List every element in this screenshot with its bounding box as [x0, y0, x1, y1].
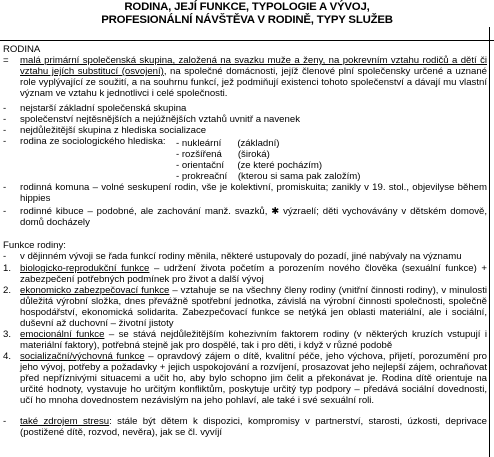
item-number: 2. [3, 285, 12, 296]
section-heading-rodina: RODINA [3, 44, 41, 55]
item-number: 3. [3, 329, 12, 340]
bullet-equals: = [3, 55, 9, 66]
function-desc: – vztahuje se na všechny členy rodiny (vnitřní činnosti rodiny), v minulosti důležitá výrobní složka, dnes převážně spotřební jednotka, závislá na výrobní činnosti společnosti, společně hospodářství, ekonomická solidarita. Zabezpečovací funkce se netýká jen oblasti materiální, ale i sociální, duševní až duchovní – životní jistoty [20, 285, 487, 329]
item-number: 4. [3, 351, 12, 362]
bullet: - [3, 136, 7, 147]
family-type-extended: - rozšířená (široká) [176, 149, 270, 160]
function-item-4 [3, 351, 487, 406]
bullet: - [3, 103, 7, 114]
list-item-text: nejstarší základní společenská skupina [20, 103, 187, 114]
bullet: - [3, 206, 7, 217]
function-item-1 [3, 263, 487, 285]
document-title [0, 0, 494, 26]
title-line-1: RODINA, JEJÍ FUNKCE, TYPOLOGIE A VÝVOJ, [124, 1, 370, 13]
list-item-commune [3, 182, 487, 204]
list-item-text: společenství nejtěsnějších a nejúžnějších vztahů uvnitř a navenek [20, 114, 300, 125]
function-name: emocionální funkce [20, 329, 105, 340]
function-desc: – se stává nejdůležitějším kohezivním faktorem rodiny (v některých kruzích vstupují i materiální faktory), potřebná stejně jak pro dospělé, tak i pro děti, i když v různé podobě [20, 329, 487, 351]
functions-intro-text: v dějinném vývoji se řada funkcí rodiny měnila, některé ustupovaly do pozadí, jiné nabývaly na významu [20, 251, 462, 262]
bullet: - [3, 182, 7, 193]
list-item-kibbutz [3, 206, 487, 228]
right-margin-line [489, 27, 490, 457]
list-item-text: rodina ze sociologického hlediska: [20, 136, 166, 147]
section-heading-funkce: Funkce rodiny: [3, 240, 66, 251]
stress-desc: : stále být dětem k dispozici, kompromisy v partnerství, starosti, úzkosti, deprivace (postižené dítě, rozvod, nevěra), jak se čl. vyvíjí [20, 416, 487, 438]
definition-rest: , na společné domácnosti, jejíž členové plní společensky určené a uznané role vyplývající ze soužití, a na souhrnu funkcí, jež podmiňují existenci tohoto společenství a dávají mu vlastní význam ve vztahu k jednotlivci i celé společnosti. [20, 66, 487, 99]
item-number: 1. [3, 263, 12, 274]
function-desc: – opravdový zájem o dítě, kvalitní péče, jeho výchova, přijetí, porozumění pro jeho vývoj, potřeby a požadavky + jejich uspokojování a rozvíjení, prosazovat jeho nejlepší zájem, ochraňovat před nepříznivými situacemi a učit ho, aby bylo schopno jim čelit a překonávat je. Rodina dítě orientuje na určité hodnoty, vystavuje ho určitým konfliktům, poskytuje určitý typ podpory – předává sociální dovednosti, učí ho mnoha dovednostem nezávislým na jeho pohlaví, ale také i své sexuální roli. [20, 351, 487, 406]
bullet: - [3, 125, 7, 136]
bullet: - [3, 251, 7, 262]
list-item [3, 114, 487, 125]
definition-text [20, 55, 487, 99]
definition-item [3, 55, 487, 100]
list-item-text: nejdůležitější skupina z hlediska socializace [20, 125, 207, 136]
function-item-3 [3, 329, 487, 351]
stress-item [3, 416, 487, 438]
stress-label: také zdrojem stresu [20, 416, 110, 427]
title-divider [0, 40, 494, 41]
list-item [3, 125, 487, 136]
bullet: - [3, 114, 7, 125]
function-item-2 [3, 285, 487, 329]
function-name: biologicko-reprodukční funkce [20, 263, 150, 274]
list-item-text: rodinná komuna – volné seskupení rodin, vše je kolektivní, promiskuita; zanikly v 19. stol., objevilyse během hippies [20, 182, 487, 204]
family-type-procreation: - prokreační (kterou si sama pak založím) [176, 171, 361, 182]
family-type-orientation: - orientační (ze které pocházím) [176, 160, 323, 171]
function-name: ekonomicko zabezpečovací funkce [20, 285, 170, 296]
list-item-text: rodinné kibuce – podobné, ale zachování manž. svazků, ✱ výzraelí; děti vychovávány v dětském domově, domů docházely [20, 206, 487, 228]
title-line-2: PROFESIONÁLNÍ NÁVŠTĚVA V RODINĚ, TYPY SLUŽEB [101, 13, 393, 26]
functions-intro [3, 251, 487, 262]
bullet: - [3, 416, 7, 427]
function-desc: – udržení života početím a porozením nového člověka (sexuální funkce) + zabezpečení potřebných podmínek pro život a další vývoj [20, 263, 487, 285]
function-name: socializační/výchovná funkce [20, 351, 145, 362]
list-item [3, 103, 487, 114]
family-type-nuclear: - nukleární (základní) [176, 138, 280, 149]
definition-underlined: malá primární společenská skupina, založená na svazku muže a ženy, na pokrevním vztahu rodičů a dětí či vztahu jejích substitucí (osvojení) [20, 55, 487, 77]
